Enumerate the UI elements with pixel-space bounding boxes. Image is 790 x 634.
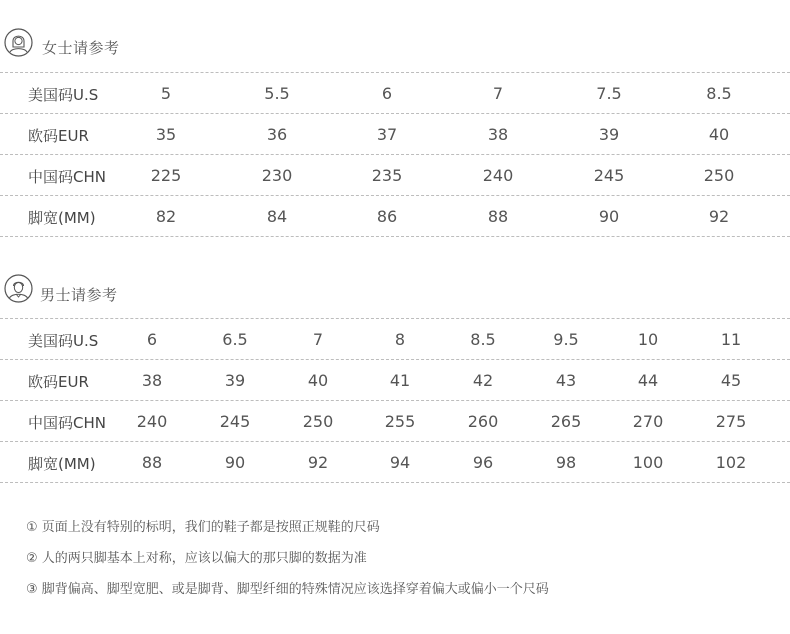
table-row bbox=[0, 72, 790, 113]
table-cell: 38 bbox=[487, 125, 509, 144]
table-cell: 7 bbox=[312, 330, 324, 349]
table-cell: 90 bbox=[224, 453, 246, 472]
table-cell: 45 bbox=[720, 371, 742, 390]
table-cell: 40 bbox=[708, 125, 730, 144]
table-cell: 86 bbox=[376, 207, 398, 226]
men-section-title: 男士请参考 bbox=[40, 286, 118, 304]
table-cell: 10 bbox=[637, 330, 659, 349]
women-size-table bbox=[0, 72, 790, 237]
table-cell: 270 bbox=[632, 412, 664, 431]
table-cell: 44 bbox=[637, 371, 659, 390]
women-section bbox=[0, 28, 790, 227]
table-cell: 255 bbox=[384, 412, 416, 431]
table-cell: 92 bbox=[307, 453, 329, 472]
table-cell: 235 bbox=[371, 166, 403, 185]
man-avatar-icon bbox=[4, 274, 33, 303]
table-cell: 240 bbox=[136, 412, 168, 431]
women-section-title: 女士请参考 bbox=[42, 39, 120, 57]
table-cell: 82 bbox=[155, 207, 177, 226]
table-cell: 8 bbox=[394, 330, 406, 349]
table-cell: 6.5 bbox=[222, 330, 248, 349]
table-row bbox=[0, 195, 790, 237]
table-row bbox=[0, 441, 790, 483]
table-cell: 265 bbox=[550, 412, 582, 431]
row-label-width: 脚宽(MM) bbox=[28, 209, 96, 227]
table-cell: 250 bbox=[703, 166, 735, 185]
row-label-us: 美国码U.S bbox=[28, 332, 99, 350]
table-cell: 225 bbox=[150, 166, 182, 185]
women-section-header bbox=[0, 28, 790, 68]
table-cell: 102 bbox=[715, 453, 747, 472]
table-cell: 5 bbox=[160, 84, 172, 103]
table-cell: 250 bbox=[302, 412, 334, 431]
table-cell: 40 bbox=[307, 371, 329, 390]
note-item: ③ 脚背偏高、脚型宽肥、或是脚背、脚型纤细的特殊情况应该选择穿着偏大或偏小一个尺码 bbox=[26, 582, 549, 597]
table-cell: 98 bbox=[555, 453, 577, 472]
table-cell: 240 bbox=[482, 166, 514, 185]
row-label-eur: 欧码EUR bbox=[28, 373, 89, 391]
table-cell: 7.5 bbox=[596, 84, 622, 103]
table-row bbox=[0, 400, 790, 441]
table-cell: 36 bbox=[266, 125, 288, 144]
table-cell: 39 bbox=[598, 125, 620, 144]
table-cell: 11 bbox=[720, 330, 742, 349]
table-cell: 230 bbox=[261, 166, 293, 185]
table-cell: 35 bbox=[155, 125, 177, 144]
table-cell: 260 bbox=[467, 412, 499, 431]
table-cell: 6 bbox=[146, 330, 158, 349]
table-cell: 100 bbox=[632, 453, 664, 472]
table-cell: 94 bbox=[389, 453, 411, 472]
table-cell: 9.5 bbox=[553, 330, 579, 349]
table-row bbox=[0, 113, 790, 154]
row-label-width: 脚宽(MM) bbox=[28, 455, 96, 473]
men-section bbox=[0, 274, 790, 473]
men-section-header bbox=[0, 274, 790, 314]
table-cell: 41 bbox=[389, 371, 411, 390]
table-cell: 39 bbox=[224, 371, 246, 390]
note-item: ② 人的两只脚基本上对称，应该以偏大的那只脚的数据为准 bbox=[26, 551, 367, 566]
table-cell: 42 bbox=[472, 371, 494, 390]
table-cell: 8.5 bbox=[470, 330, 496, 349]
table-cell: 6 bbox=[381, 84, 393, 103]
table-cell: 96 bbox=[472, 453, 494, 472]
table-cell: 245 bbox=[219, 412, 251, 431]
table-cell: 88 bbox=[141, 453, 163, 472]
row-label-chn: 中国码CHN bbox=[28, 414, 106, 432]
table-row bbox=[0, 318, 790, 359]
note-item: ① 页面上没有特别的标明，我们的鞋子都是按照正规鞋的尺码 bbox=[26, 520, 380, 535]
table-cell: 245 bbox=[593, 166, 625, 185]
table-cell: 275 bbox=[715, 412, 747, 431]
table-cell: 43 bbox=[555, 371, 577, 390]
table-cell: 37 bbox=[376, 125, 398, 144]
table-cell: 84 bbox=[266, 207, 288, 226]
table-cell: 90 bbox=[598, 207, 620, 226]
table-cell: 88 bbox=[487, 207, 509, 226]
table-cell: 92 bbox=[708, 207, 730, 226]
men-size-table bbox=[0, 318, 790, 483]
woman-avatar-icon bbox=[4, 28, 33, 57]
table-cell: 38 bbox=[141, 371, 163, 390]
row-label-us: 美国码U.S bbox=[28, 86, 99, 104]
table-row bbox=[0, 359, 790, 400]
table-cell: 7 bbox=[492, 84, 504, 103]
table-row bbox=[0, 154, 790, 195]
row-label-eur: 欧码EUR bbox=[28, 127, 89, 145]
row-label-chn: 中国码CHN bbox=[28, 168, 106, 186]
notes-list bbox=[26, 518, 766, 611]
table-cell: 5.5 bbox=[264, 84, 290, 103]
table-cell: 8.5 bbox=[706, 84, 732, 103]
